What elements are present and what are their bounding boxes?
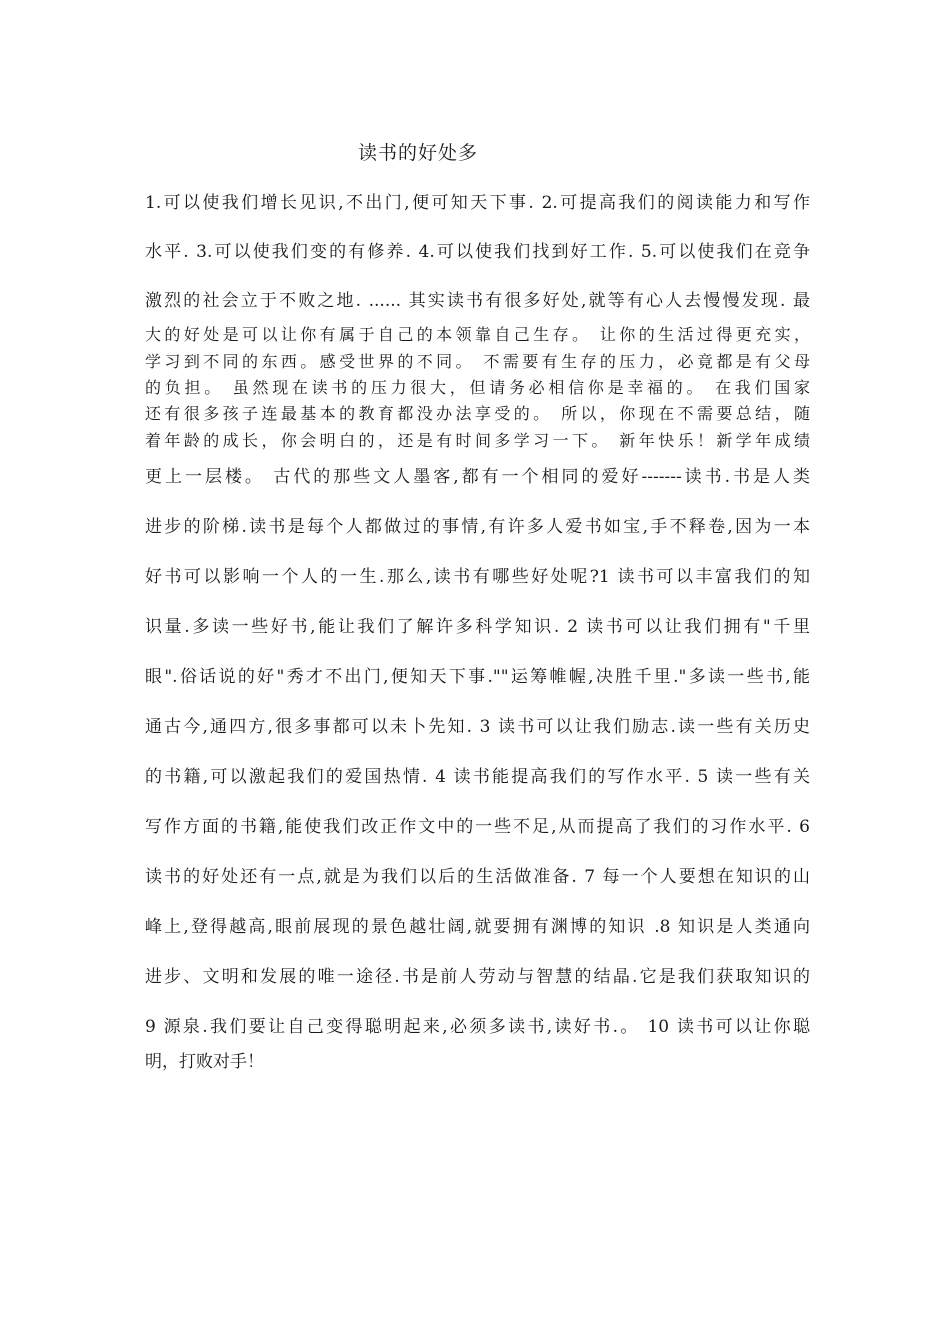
text-line: 识量.多读一些好书,能让我们了解许多科学知识. 2 读书可以让我们拥有"千里 <box>145 617 810 637</box>
text-line: 更上一层楼。 古代的那些文人墨客,都有一个相同的爱好-------读书.书是人类 <box>145 467 810 487</box>
text-line: 着年龄的成长，你会明白的，还是有时间多学习一下。 新年快乐！新学年成绩 <box>145 431 810 450</box>
text-line: 读书的好处还有一点,就是为我们以后的生活做准备. 7 每一个人要想在知识的山 <box>145 867 810 887</box>
text-line: 1.可以使我们增长见识,不出门,便可知天下事. 2.可提高我们的阅读能力和写作 <box>145 193 810 213</box>
text-line: 还有很多孩子连最基本的教育都没办法享受的。 所以，你现在不需要总结，随 <box>145 404 810 423</box>
text-line: 写作方面的书籍,能使我们改正作文中的一些不足,从而提高了我们的习作水平. 6 <box>145 817 810 837</box>
text-line: 峰上,登得越高,眼前展现的景色越壮阔,就要拥有渊博的知识 .8 知识是人类通向 <box>145 917 810 937</box>
text-line: 的负担。 虽然现在读书的压力很大，但请务必相信你是幸福的。 在我们国家 <box>145 378 810 397</box>
text-line: 水平. 3.可以使我们变的有修养. 4.可以使我们找到好工作. 5.可以使我们在竞争 <box>145 242 810 262</box>
document-title: 读书的好处多 <box>358 142 479 164</box>
text-line: 进步的阶梯.读书是每个人都做过的事情,有许多人爱书如宝,手不释卷,因为一本 <box>145 517 810 537</box>
text-line: 9 源泉.我们要让自己变得聪明起来,必须多读书,读好书.。 10 读书可以让你聪 <box>145 1017 810 1037</box>
text-line: 学习到不同的东西。感受世界的不同。 不需要有生存的压力，必竟都是有父母 <box>145 352 810 371</box>
text-line: 激烈的社会立于不败之地. ...... 其实读书有很多好处,就等有心人去慢慢发现. 最 <box>145 291 810 311</box>
text-line: 的书籍,可以激起我们的爱国热情. 4 读书能提高我们的写作水平. 5 读一些有关 <box>145 767 810 787</box>
text-line: 好书可以影响一个人的一生.那么,读书有哪些好处呢?1 读书可以丰富我们的知 <box>145 567 810 587</box>
text-line: 通古今,通四方,很多事都可以未卜先知. 3 读书可以让我们励志.读一些有关历史 <box>145 717 810 737</box>
text-line: 眼".俗话说的好"秀才不出门,便知天下事.""运筹帷幄,决胜千里."多读一些书,能 <box>145 667 810 687</box>
text-line: 大的好处是可以让你有属于自己的本领靠自己生存。 让你的生活过得更充实， <box>145 325 810 344</box>
text-line: 明，打败对手！ <box>145 1052 264 1072</box>
text-line: 进步、文明和发展的唯一途径.书是前人劳动与智慧的结晶.它是我们获取知识的 <box>145 967 810 987</box>
